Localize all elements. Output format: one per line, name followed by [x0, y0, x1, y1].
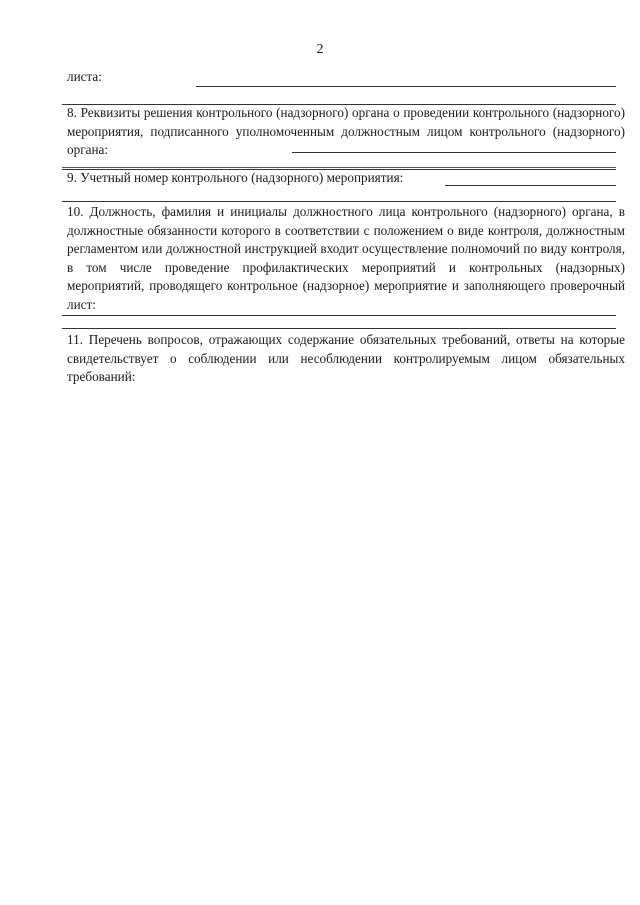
sheet-fill-line: [196, 86, 616, 87]
page-number: 2: [316, 42, 324, 57]
section-divider: [62, 201, 616, 202]
item-8-fill-line: [292, 152, 616, 153]
item-10-fill-line: [62, 315, 616, 316]
sheet-label: листа:: [67, 69, 102, 84]
item-8-text: 8. Реквизиты решения контрольного (надзорного) органа о проведении контрольного (надзорного) мероприятия, подписанного уполномоченным должностным лицом контрольного (надзорного) органа:: [67, 105, 625, 157]
item-9-text: 9. Учетный номер контрольного (надзорного) мероприятия:: [67, 170, 404, 185]
item-9-fill-line: [445, 185, 616, 186]
section-divider: [62, 328, 616, 329]
item-11-text: 11. Перечень вопросов, отражающих содержание обязательных требований, ответы на которые свидетельствует о соблюдении или несоблюдении контролируемым лицом обязательных требований:: [67, 332, 625, 384]
item-10-text: 10. Должность, фамилия и инициалы должностного лица контрольного (надзорного) органа, в должностные обязанности которого в соответствии с положением о виде контроля, должностным регламентом или должностной инструкцией входит осуществление полномочий по виду контроля, в том числе проведение профилактических мероприятий и контрольных (надзорных) мероприятий, проводящего контрольное (надзорное) мероприятие и заполняющего проверочный лист:: [67, 204, 625, 312]
item-8-fill-line-2: [62, 167, 616, 168]
